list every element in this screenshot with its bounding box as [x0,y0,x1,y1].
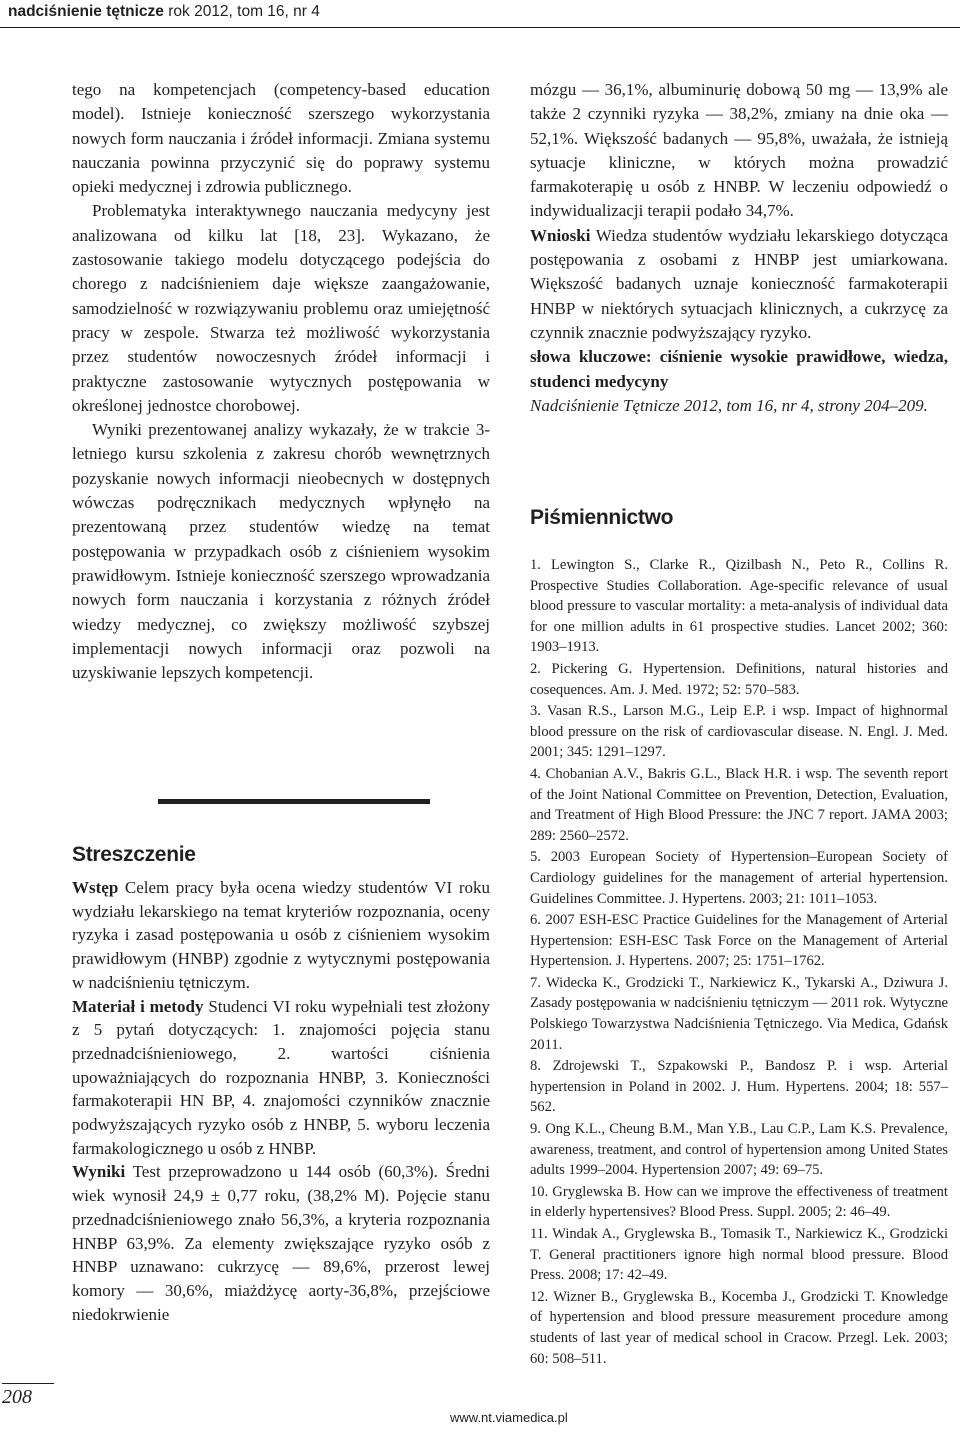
abstract-wnioski [530,224,948,345]
abstract-wstep [72,876,490,995]
metody-label: Materiał i metody [72,996,204,1016]
reference-item: 8. Zdrojewski T., Szpakowski P., Bandosz P. i wsp. Arterial hypertension in Poland in 2002. J. Hum. Hypertens. 2004; 18: 557–562. [530,1058,948,1116]
reference-item: 12. Wizner B., Gryglewska B., Kocemba J., Grodzicki T. Knowledge of hypertension and blood pressure measurement procedure among students of last year of medical school in Cracow. Przegl. Lek. 2003; 60: 508–511. [530,1288,948,1367]
left-paragraph-2: Problematyka interaktywnego nauczania medycyny jest analizowana od kilku lat [18, 23]. Wykazano, że zastosowanie takiego modelu dotyczącego podejścia do chorego z nadciśnieniem daje większe zaangażowanie, samodzielność w rozwiązywaniu problemu oraz umiejętność pracy w zespole. Stwarza też możliwość wykorzystania przez studentów nowoczesnych źródeł informacji i praktyczne zastosowanie wytycznych postępowania w określonej jednostce chorobowej. [72,201,490,415]
wstep-text: Celem pracy była ocena wiedzy studentów VI roku wydziału lekarskiego na temat kryteriów rozpoznania, oceny ryzyka i zasad postępowania u osób z ciśnieniem wysokim prawidłowym (HNBP) zgodnie z wytycznymi postępowania w nadciśnieniu tętniczym. [72,878,490,992]
reference-item: 1. Lewington S., Clarke R., Qizilbash N., Peto R., Collins R. Prospective Studies Collaboration. Age-specific relevance of usual blood pressure to vascular mortality: a meta-analysis of individual data for one million adults in 61 prospective studies. Lancet 2002; 360: 1903–1913. [530,557,948,656]
abstract-metody [72,995,490,1161]
running-header [0,0,960,28]
left-paragraph-1: tego na kompetencjach (competency-based education model). Istnieje konieczność szerszego wykorzystania nowych form nauczania i źródeł informacji. Zmiana systemu nauczania powinna przyczynić się do poprawy systemu opieki medycznej i zdrowia publicznego. [72,80,490,197]
footer-url[interactable]: www.nt.viamedica.pl [450,1410,568,1425]
right-column [530,78,948,418]
journal-issue: rok 2012, tom 16, nr 4 [168,3,320,20]
wnioski-label: Wnioski [530,225,591,245]
abstract-body [72,876,490,1326]
wnioski-text: Wiedza studentów wydziału lekarskiego dotycząca postępowania z osobami z HNBP jest umiarkowana. Większość badanych uznaje konieczność farmakoterapii HNBP w niektórych sytuacjach klinicznych, a cukrzycę za czynnik znacznie podwyższający ryzyko. [530,225,948,342]
wyniki-text: Test przeprowadzono u 144 osób (60,3%). Średni wiek wynosił 24,9 ± 0,77 roku, (38,2% M). Pojęcie stanu przednadciśnieniowego znało 56,3%, a kryteria rozpoznania HNBP 63,9%. Za elementy zwiększające ryzyko osób z HNBP uznawano: cukrzycę — 89,6%, przerost lewej komory — 30,6%, miażdżycę aorty-36,8%, przejściowe niedokrwienie [72,1162,490,1324]
right-paragraph-1: mózgu — 36,1%, albuminurię dobową 50 mg — 13,9% ale także 2 czynniki ryzyka — 38,2%, zmiany na dnie oka — 52,1%. Większość badanych — 95,8%, uważała, że istnieją sytuacje kliniczne, w których można prowadzić farmakoterapię u osób z HNBP. W leczeniu odpowiedź o indywidualizacji terapii podało 34,7%. [530,80,948,221]
reference-item: 11. Windak A., Gryglewska B., Tomasik T., Narkiewicz K., Grodzicki T. General practitioners ignore high normal blood pressure. Blood Press. 2008; 17: 42–49. [530,1226,948,1284]
abstract-heading: Streszczenie [72,843,196,866]
reference-item: 7. Widecka K., Grodzicki T., Narkiewicz K., Tykarski A., Dziwura J. Zasady postępowania w nadciśnieniu tętniczym — 2011 rok. Wytyczne Polskiego Towarzystwa Nadciśnienia Tętniczego. Via Medica, Gdańsk 2011. [530,974,948,1053]
journal-name: nadciśnienie tętnicze [8,3,164,20]
reference-item: 3. Vasan R.S., Larson M.G., Leip E.P. i wsp. Impact of highnormal blood pressure on the risk of cardiovascular disease. N. Engl. J. Med. 2001; 345: 1291–1297. [530,703,948,761]
metody-text: Studenci VI roku wypełniali test złożony z 5 pytań dotyczących: 1. znajomości pojęcia stanu przednadciśnieniowego, 2. wartości ciśnienia upoważniających do rozpoznania HNBP, 3. Konieczności farmakoterapii HN BP, 4. znajomości czynników znacznie podwyższających ryzyko osób z HNBP, 5. wyboru leczenia farmakologicznego u osób z HNBP. [72,996,491,1158]
journal-header [8,3,320,21]
reference-item: 5. 2003 European Society of Hypertension–European Society of Cardiology guidelines for the management of arterial hypertension. Guidelines Committee. J. Hypertens. 2003; 21: 1011–1053. [530,849,948,907]
wyniki-label: Wyniki [72,1162,126,1182]
reference-item: 4. Chobanian A.V., Bakris G.L., Black H.R. i wsp. The seventh report of the Joint National Committee on Prevention, Detection, Evaluation, and Treatment of High Blood Pressure: the JNC 7 report. JAMA 2003; 289: 2560–2572. [530,765,948,844]
reference-item: 9. Ong K.L., Cheung B.M., Man Y.B., Lau C.P., Lam K.S. Prevalence, awareness, treatment, and control of hypertension among United States adults 1999–2004. Hypertension 2007; 49: 69–75. [530,1121,948,1179]
wstep-label: Wstęp [72,878,119,897]
left-column [72,78,490,685]
abstract-wyniki [72,1160,490,1326]
reference-item: 2. Pickering G. Hypertension. Definitions, natural histories and cosequences. Am. J. Med. 1972; 52: 570–583. [530,660,948,698]
references-heading: Piśmiennictwo [530,506,674,529]
reference-item: 6. 2007 ESH-ESC Practice Guidelines for the Management of Arterial Hypertension: ESH-ESC Task Force on the Management of Arterial Hypertension. J. Hypertens. 2007; 25: 1751–1762. [530,912,948,970]
section-divider [158,799,430,804]
left-paragraph-3: Wyniki prezentowanej analizy wykazały, że w trakcie 3-letniego kursu szkolenia z zakresu chorób wewnętrznych pozyskanie nowych informacji nieobecnych w dostępnych wówczas podręcznikach medycznych wpłynęło na prezentowaną przez studentów wiedzę na temat postępowania w przypadkach osób z ciśnieniem wysokim prawidłowym. Istnieje konieczność szerszego wprowadzania nowych form nauczania i korzystania z różnych źródeł wiedzy medycznej, co zwiększy możliwość szybszej implementacji nowych informacji oraz pozwoli na uzyskiwanie lepszych kompetencji. [72,420,490,683]
references-list [530,555,948,1370]
page-number: 208 [2,1383,54,1409]
article-citation: Nadciśnienie Tętnicze 2012, tom 16, nr 4, strony 204–209. [530,395,928,415]
keywords: słowa kluczowe: ciśnienie wysokie prawidłowe, wiedza, studenci medycyny [530,347,948,391]
reference-item: 10. Gryglewska B. How can we improve the effectiveness of treatment in elderly hypertensives? Blood Press. Suppl. 2005; 2: 46–49. [530,1183,948,1221]
